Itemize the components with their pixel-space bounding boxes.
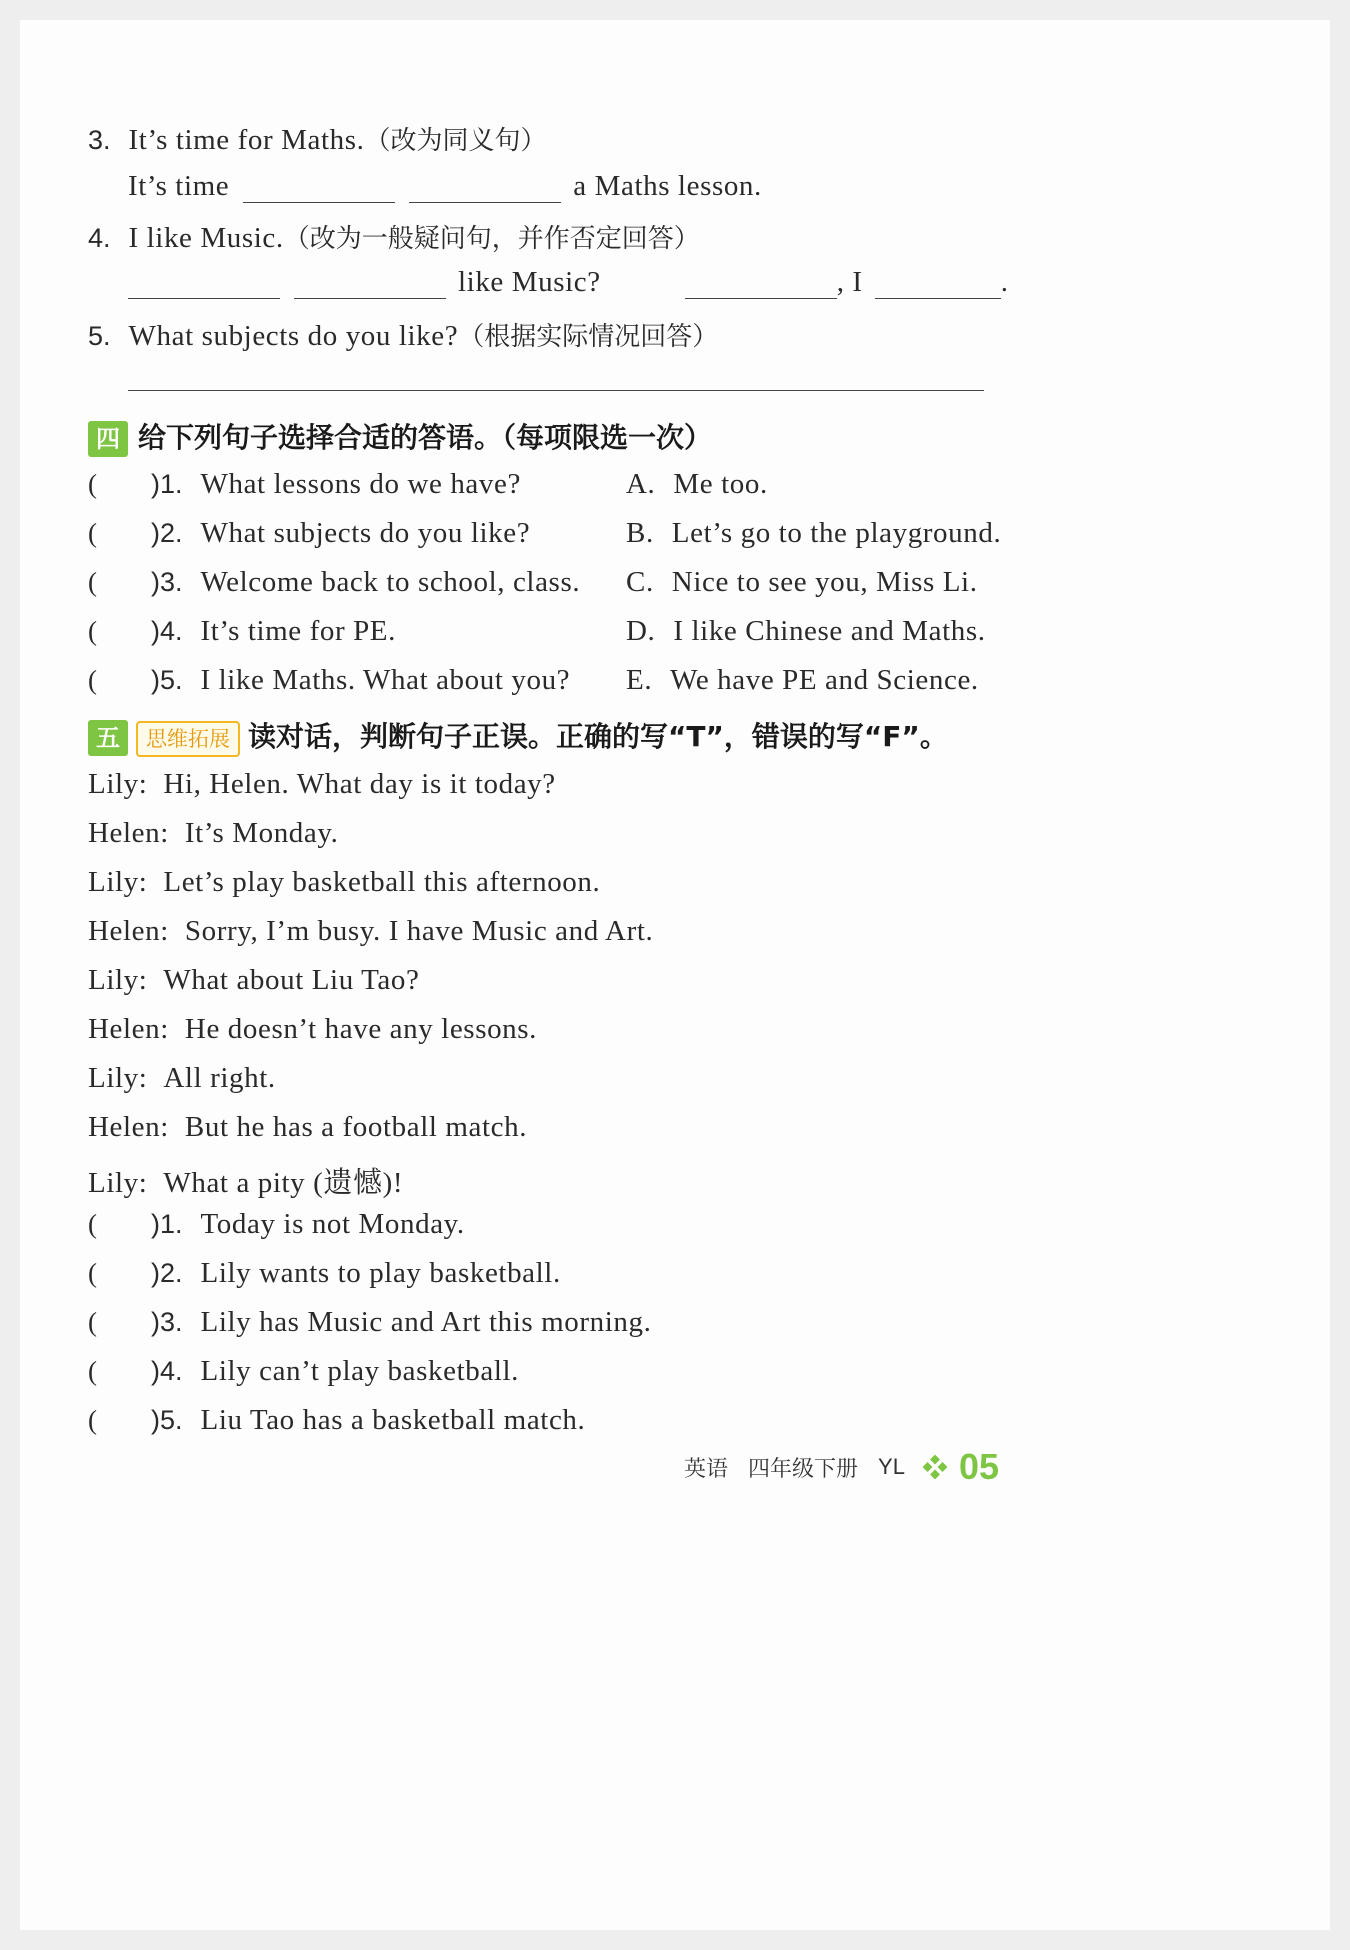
answer-period: . xyxy=(1000,266,1009,298)
section-badge: 四 xyxy=(88,421,128,457)
answer-text: Let’s go to the playground. xyxy=(671,517,1002,549)
answer-line-5[interactable] xyxy=(128,390,984,391)
match-question-5 xyxy=(88,664,570,697)
answer-comma: , I xyxy=(836,266,863,298)
speaker: Helen: xyxy=(88,817,169,849)
answer-middle: like Music? xyxy=(458,266,601,298)
dialogue-line xyxy=(88,1111,527,1144)
answer-prefix: It’s time xyxy=(128,170,230,202)
speaker: Lily: xyxy=(88,866,148,898)
dialogue-line xyxy=(88,964,419,997)
thinking-tag: 思维拓展 xyxy=(136,721,240,757)
match-question-1 xyxy=(88,468,521,501)
question-text: It’s time for Maths. xyxy=(128,124,365,156)
answer-blank[interactable] xyxy=(409,172,561,203)
answer-bracket[interactable]: ( xyxy=(88,1405,97,1435)
answer-bracket[interactable]: ( xyxy=(88,469,97,499)
dialogue-line xyxy=(88,768,556,801)
statement-text: Lily can’t play basketball. xyxy=(200,1355,519,1387)
question-number: )1. xyxy=(151,469,183,499)
dialogue-text: What about Liu Tao? xyxy=(163,964,420,996)
match-answer-c xyxy=(626,566,978,599)
question-number: )2. xyxy=(151,518,183,548)
answer-bracket[interactable]: ( xyxy=(88,1209,97,1239)
statement-number: )1. xyxy=(151,1209,183,1239)
question-note: （改为一般疑问句，并作否定回答） xyxy=(283,224,700,254)
speaker: Lily: xyxy=(88,1062,148,1094)
question-text: What subjects do you like? xyxy=(128,320,459,352)
dialogue-line xyxy=(88,1160,403,1201)
dialogue-text: Sorry, I’m busy. I have Music and Art. xyxy=(184,915,654,947)
question-3 xyxy=(88,120,546,157)
statement-text: Lily wants to play basketball. xyxy=(200,1257,561,1289)
answer-letter: A. xyxy=(626,468,656,500)
footer-subject: 英语 xyxy=(684,1456,729,1482)
speaker: Helen: xyxy=(88,915,169,947)
question-text: I like Maths. What about you? xyxy=(200,664,571,696)
answer-text: Me too. xyxy=(673,468,768,500)
dialogue-text: What a pity (遗憾)! xyxy=(163,1167,404,1199)
answer-text: We have PE and Science. xyxy=(670,664,979,696)
speaker: Helen: xyxy=(88,1013,169,1045)
section-instruction: 读对话，判断句子正误。正确的写“T”，错误的写“F”。 xyxy=(248,720,948,753)
footer-grade: 四年级下册 xyxy=(748,1456,859,1482)
speaker: Lily: xyxy=(88,964,148,996)
answer-blank[interactable] xyxy=(685,268,837,299)
tf-statement-3 xyxy=(88,1306,651,1339)
dialogue-line xyxy=(88,915,653,948)
statement-number: )4. xyxy=(151,1356,183,1386)
question-text: Welcome back to school, class. xyxy=(200,566,581,598)
clover-icon xyxy=(923,1455,947,1479)
answer-bracket[interactable]: ( xyxy=(88,1307,97,1337)
question-number: )5. xyxy=(151,665,183,695)
question-number: 3. xyxy=(88,125,111,155)
question-note: （改为同义句） xyxy=(364,126,547,156)
dialogue-text: Let’s play basketball this afternoon. xyxy=(163,866,601,898)
dialogue-text: It’s Monday. xyxy=(184,817,339,849)
footer-edition: YL xyxy=(878,1454,905,1479)
statement-text: Lily has Music and Art this morning. xyxy=(200,1306,652,1338)
answer-bracket[interactable]: ( xyxy=(88,1258,97,1288)
question-text: It’s time for PE. xyxy=(200,615,396,647)
answer-blank[interactable] xyxy=(294,268,446,299)
dialogue-line xyxy=(88,866,600,899)
answer-bracket[interactable]: ( xyxy=(88,567,97,597)
tf-statement-2 xyxy=(88,1257,561,1290)
answer-letter: E. xyxy=(626,664,653,696)
answer-bracket[interactable]: ( xyxy=(88,518,97,548)
answer-text: Nice to see you, Miss Li. xyxy=(671,566,978,598)
tf-statement-4 xyxy=(88,1355,519,1388)
answer-letter: C. xyxy=(626,566,654,598)
question-text: What subjects do you like? xyxy=(200,517,531,549)
answer-bracket[interactable]: ( xyxy=(88,616,97,646)
section-instruction: 给下列句子选择合适的答语。（每项限选一次） xyxy=(138,421,713,454)
section-4-header xyxy=(88,416,712,457)
tf-statement-1 xyxy=(88,1208,465,1241)
answer-letter: D. xyxy=(626,615,656,647)
question-number: )4. xyxy=(151,616,183,646)
statement-number: )2. xyxy=(151,1258,183,1288)
question-text: I like Music. xyxy=(128,222,284,254)
page-number: 05 xyxy=(958,1446,999,1487)
dialogue-line xyxy=(88,1013,537,1046)
question-number: )3. xyxy=(151,567,183,597)
worksheet-page xyxy=(20,20,1330,1930)
statement-number: )3. xyxy=(151,1307,183,1337)
section-5-header xyxy=(88,715,948,757)
question-note: （根据实际情况回答） xyxy=(458,322,719,352)
statement-number: )5. xyxy=(151,1405,183,1435)
dialogue-text: But he has a football match. xyxy=(184,1111,528,1143)
dialogue-text: Hi, Helen. What day is it today? xyxy=(163,768,556,800)
question-4 xyxy=(88,218,700,255)
dialogue-line xyxy=(88,817,338,850)
match-answer-b xyxy=(626,517,1001,550)
dialogue-text: All right. xyxy=(163,1062,276,1094)
answer-suffix: a Maths lesson. xyxy=(573,170,762,202)
answer-line-4 xyxy=(128,266,1009,299)
question-5 xyxy=(88,316,718,353)
question-number: 4. xyxy=(88,223,111,253)
answer-bracket[interactable]: ( xyxy=(88,665,97,695)
question-number: 5. xyxy=(88,321,111,351)
match-answer-e xyxy=(626,664,979,697)
dialogue-text: He doesn’t have any lessons. xyxy=(184,1013,538,1045)
answer-bracket[interactable]: ( xyxy=(88,1356,97,1386)
page-footer xyxy=(684,1446,999,1488)
dialogue-line xyxy=(88,1062,276,1095)
answer-line-3 xyxy=(128,170,762,203)
answer-blank[interactable] xyxy=(875,268,1001,299)
speaker: Lily: xyxy=(88,1167,148,1199)
question-text: What lessons do we have? xyxy=(200,468,521,500)
answer-text: I like Chinese and Maths. xyxy=(673,615,986,647)
answer-blank[interactable] xyxy=(128,268,280,299)
match-question-3 xyxy=(88,566,580,599)
match-answer-d xyxy=(626,615,986,648)
answer-letter: B. xyxy=(626,517,654,549)
section-badge: 五 xyxy=(88,720,128,756)
answer-blank[interactable] xyxy=(243,172,395,203)
speaker: Lily: xyxy=(88,768,148,800)
match-answer-a xyxy=(626,468,768,501)
match-question-4 xyxy=(88,615,396,648)
speaker: Helen: xyxy=(88,1111,169,1143)
statement-text: Liu Tao has a basketball match. xyxy=(200,1404,586,1436)
match-question-2 xyxy=(88,517,530,550)
statement-text: Today is not Monday. xyxy=(200,1208,465,1240)
tf-statement-5 xyxy=(88,1404,585,1437)
